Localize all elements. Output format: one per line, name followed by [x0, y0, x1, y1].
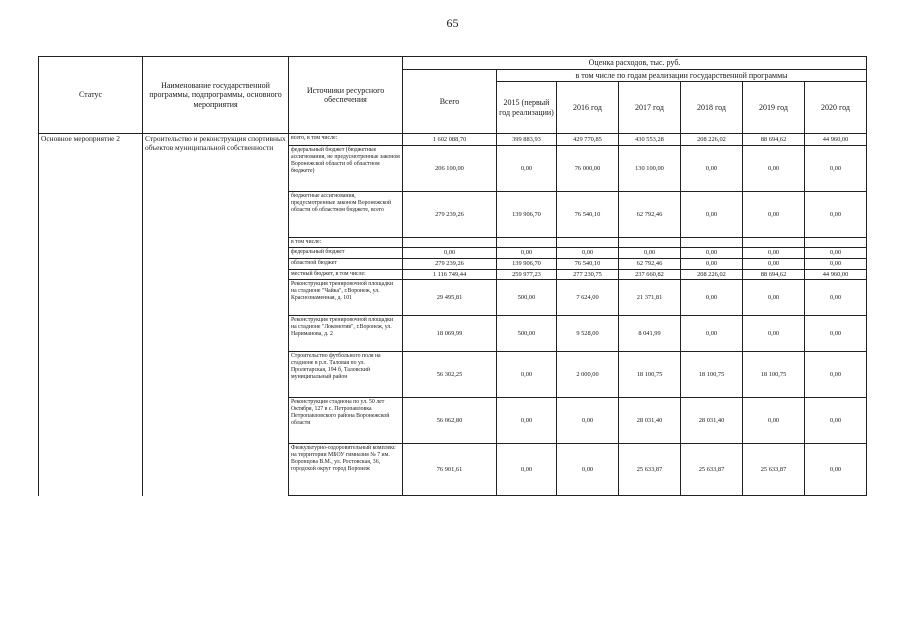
- source-cell: бюджетные ассигнования, предусмотренные законом Воронежской области об областном бюджете, всего: [289, 192, 403, 238]
- header-sources: Источники ресурсного обеспечения: [289, 57, 403, 134]
- source-cell: федеральный бюджет (бюджетные ассигнования, не предусмотренные законом Воронежской области об областном бюджете): [289, 146, 403, 192]
- value-year-cell: 208 226,02: [681, 269, 743, 280]
- value-year-cell: 25 633,87: [619, 444, 681, 496]
- value-total-cell: 279 239,26: [403, 258, 497, 269]
- source-cell: федеральный бюджет: [289, 248, 403, 259]
- value-year-cell: 399 883,93: [497, 134, 557, 146]
- source-cell: областной бюджет: [289, 258, 403, 269]
- header-status: Статус: [39, 57, 143, 134]
- header-estimate: Оценка расходов, тыс. руб.: [403, 57, 867, 70]
- value-year-cell: 62 792,46: [619, 258, 681, 269]
- value-year-cell: 28 031,40: [681, 398, 743, 444]
- source-cell: Реконструкция тренировочной площадки на стадионе "Чайка", г.Воронеж, ул. Краснознаменная, д. 101: [289, 280, 403, 316]
- value-year-cell: 0,00: [805, 280, 867, 316]
- value-year-cell: 21 371,81: [619, 280, 681, 316]
- value-year-cell: 0,00: [805, 316, 867, 352]
- budget-table: [38, 56, 867, 496]
- value-year-cell: 2 000,00: [557, 352, 619, 398]
- value-year-cell: 0,00: [681, 280, 743, 316]
- header-year-2019: 2019 год: [743, 82, 805, 134]
- value-year-cell: 500,00: [497, 280, 557, 316]
- header-year-2018: 2018 год: [681, 82, 743, 134]
- value-year-cell: 8 041,99: [619, 316, 681, 352]
- value-year-cell: 0,00: [743, 280, 805, 316]
- header-year-2015: 2015 (первый год реализации): [497, 82, 557, 134]
- value-year-cell: 28 031,40: [619, 398, 681, 444]
- source-cell: Физкультурно-оздоровительный комплекс на территории МБОУ гимназия № 7 им. Воронцова В.М., ул. Ростовская, 36, городской округ город Воронеж: [289, 444, 403, 496]
- source-cell: местный бюджет, в том числе:: [289, 269, 403, 280]
- value-year-cell: 88 694,62: [743, 269, 805, 280]
- value-year-cell: 7 624,00: [557, 280, 619, 316]
- value-year-cell: 0,00: [557, 248, 619, 259]
- header-year-2020: 2020 год: [805, 82, 867, 134]
- value-year-cell: 0,00: [805, 248, 867, 259]
- value-year-cell: 0,00: [681, 192, 743, 238]
- value-year-cell: [743, 238, 805, 248]
- header-year-2017: 2017 год: [619, 82, 681, 134]
- value-year-cell: 0,00: [743, 192, 805, 238]
- table-row: [39, 134, 867, 146]
- header-total: Всего: [403, 69, 497, 134]
- value-year-cell: 429 770,85: [557, 134, 619, 146]
- source-cell: Реконструкция стадиона по ул. 50 лет Октября, 127 в с. Петропавловка Петропавловского района Воронежской области: [289, 398, 403, 444]
- value-year-cell: [557, 238, 619, 248]
- value-year-cell: 0,00: [743, 316, 805, 352]
- value-year-cell: 0,00: [497, 444, 557, 496]
- value-year-cell: 277 230,75: [557, 269, 619, 280]
- value-year-cell: 25 633,87: [681, 444, 743, 496]
- value-year-cell: 0,00: [805, 398, 867, 444]
- value-year-cell: 500,00: [497, 316, 557, 352]
- value-year-cell: 76 000,00: [557, 146, 619, 192]
- value-year-cell: 0,00: [497, 248, 557, 259]
- value-year-cell: [805, 238, 867, 248]
- value-year-cell: 18 100,75: [743, 352, 805, 398]
- page-number: 65: [446, 16, 459, 30]
- value-year-cell: [497, 238, 557, 248]
- value-total-cell: 56 062,80: [403, 398, 497, 444]
- value-year-cell: 18 100,75: [681, 352, 743, 398]
- value-year-cell: 0,00: [805, 192, 867, 238]
- value-year-cell: [681, 238, 743, 248]
- value-total-cell: 29 495,81: [403, 280, 497, 316]
- value-total-cell: 1 602 088,70: [403, 134, 497, 146]
- value-year-cell: 0,00: [743, 258, 805, 269]
- value-total-cell: 18 069,99: [403, 316, 497, 352]
- header-row-1: [39, 57, 867, 70]
- value-year-cell: 139 906,70: [497, 192, 557, 238]
- status-cell: Основное мероприятие 2: [39, 134, 143, 496]
- header-name: Наименование государственной программы, подпрограммы, основного мероприятия: [143, 57, 289, 134]
- value-year-cell: 0,00: [497, 146, 557, 192]
- value-year-cell: 130 100,00: [619, 146, 681, 192]
- value-total-cell: 206 100,00: [403, 146, 497, 192]
- value-year-cell: [619, 238, 681, 248]
- value-year-cell: 88 694,62: [743, 134, 805, 146]
- value-year-cell: 0,00: [557, 444, 619, 496]
- value-year-cell: 18 100,75: [619, 352, 681, 398]
- value-year-cell: 76 540,10: [557, 258, 619, 269]
- value-year-cell: 259 977,23: [497, 269, 557, 280]
- value-year-cell: 0,00: [619, 248, 681, 259]
- value-year-cell: 76 540,10: [557, 192, 619, 238]
- value-year-cell: 208 226,02: [681, 134, 743, 146]
- source-cell: Реконструкция тренировочной площадки на стадионе "Локомотив", г.Воронеж, ул. Нариманова, д. 2: [289, 316, 403, 352]
- value-total-cell: [403, 238, 497, 248]
- value-year-cell: 0,00: [681, 316, 743, 352]
- value-year-cell: 0,00: [805, 258, 867, 269]
- source-cell: Строительство футбольного поля на стадионе в р.п. Таловая по ул. Пролетарская, 194 б, Таловский муниципальный район: [289, 352, 403, 398]
- value-year-cell: 0,00: [805, 352, 867, 398]
- value-year-cell: 0,00: [681, 248, 743, 259]
- source-cell: всего, в том числе:: [289, 134, 403, 146]
- value-year-cell: 237 660,82: [619, 269, 681, 280]
- value-total-cell: 1 116 749,44: [403, 269, 497, 280]
- header-by-years: в том числе по годам реализации государственной программы: [497, 69, 867, 82]
- value-year-cell: 0,00: [743, 398, 805, 444]
- value-total-cell: 56 302,25: [403, 352, 497, 398]
- value-year-cell: 0,00: [497, 352, 557, 398]
- value-total-cell: 279 239,26: [403, 192, 497, 238]
- value-year-cell: 0,00: [681, 258, 743, 269]
- value-total-cell: 0,00: [403, 248, 497, 259]
- value-year-cell: 9 528,00: [557, 316, 619, 352]
- value-total-cell: 76 901,61: [403, 444, 497, 496]
- value-year-cell: 0,00: [743, 248, 805, 259]
- value-year-cell: 430 553,28: [619, 134, 681, 146]
- measure-name-cell: Строительство и реконструкция спортивных объектов муниципальной собственности: [143, 134, 289, 496]
- value-year-cell: 0,00: [557, 398, 619, 444]
- value-year-cell: 0,00: [805, 444, 867, 496]
- value-year-cell: 0,00: [681, 146, 743, 192]
- source-cell: в том числе:: [289, 238, 403, 248]
- value-year-cell: 0,00: [805, 146, 867, 192]
- value-year-cell: 25 633,87: [743, 444, 805, 496]
- value-year-cell: 0,00: [743, 146, 805, 192]
- value-year-cell: 0,00: [497, 398, 557, 444]
- value-year-cell: 44 960,00: [805, 269, 867, 280]
- header-year-2016: 2016 год: [557, 82, 619, 134]
- value-year-cell: 139 906,70: [497, 258, 557, 269]
- value-year-cell: 44 960,00: [805, 134, 867, 146]
- table-body: [39, 134, 867, 496]
- value-year-cell: 62 792,46: [619, 192, 681, 238]
